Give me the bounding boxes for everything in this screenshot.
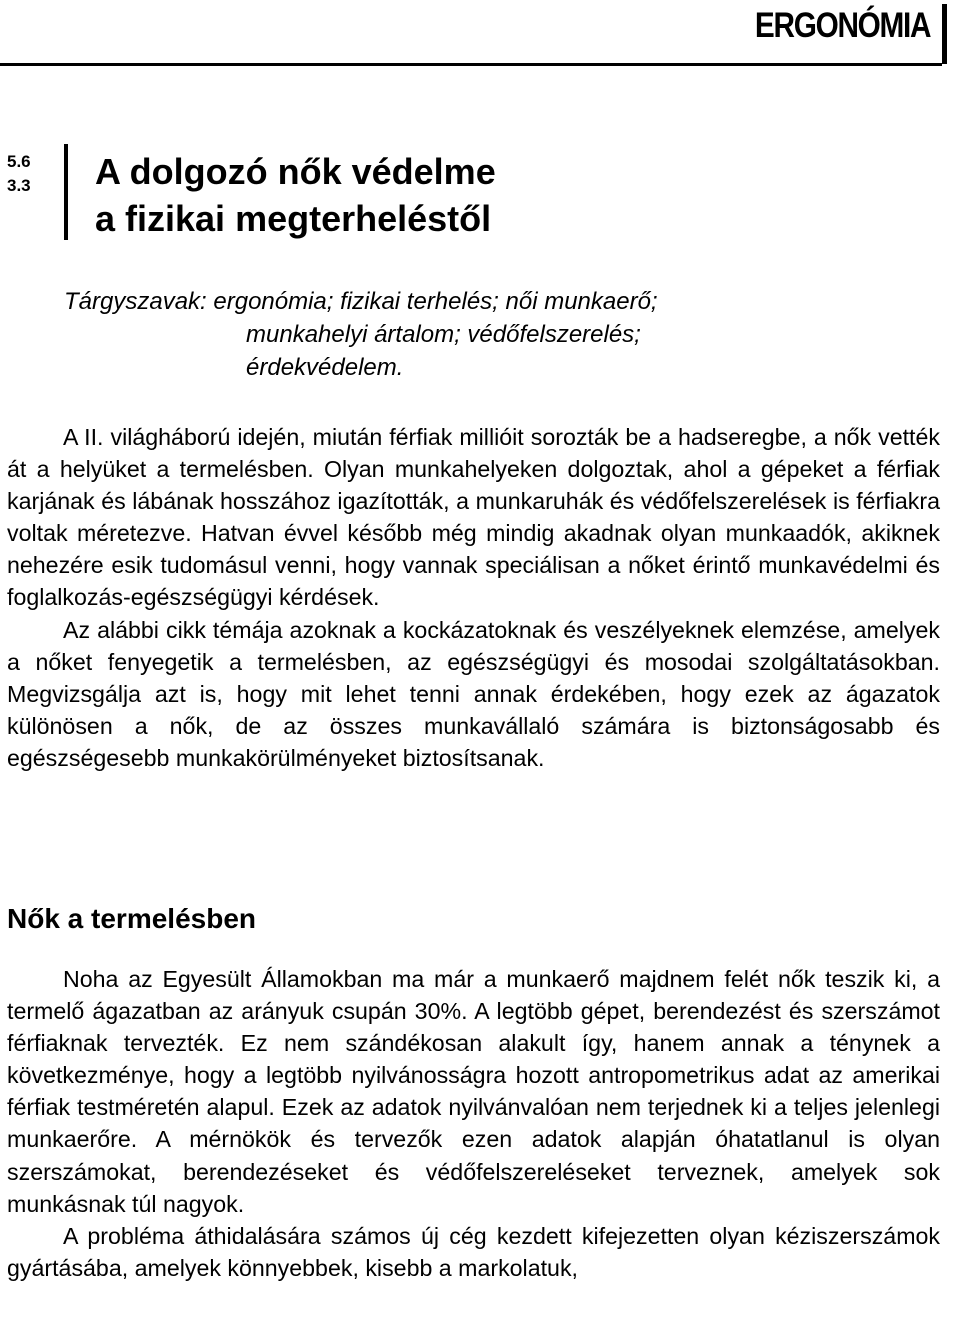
intro-paragraph: Az alábbi cikk témája azoknak a kockázatoknak és veszélyeknek elemzése, amelyek a nőket fenyegetik a termelésben, az egészségügyi és mosodai szolgáltatásokban. Megvizsgálja azt is, hogy mit lehet tenni annak érdekében, hogy ezek az ágazatok különösen a nők, de az összes munkavállaló számára is biztonságosabb és egészségesebb munkakörülményeket biztosítsanak. <box>7 616 940 771</box>
section-number-line2: 3.3 <box>7 176 31 195</box>
body-paragraph: Noha az Egyesült Államokban ma már a munkaerő majdnem felét nők teszik ki, a termelő ágazatban az arányuk csupán 30%. A legtöbb gépet, berendezést és szerszámot férfiaknak tervezték. Ez nem szándékosan alakult így, hanem annak a ténynek a következménye, hogy a legtöbb nyilvánosságra hozott antropometrikus adat az amerikai férfiak testméretén alapul. Ezek az adatok nyilvánvalóan nem terjednek ki a teljes jelenlegi munkaerőre. A mérnökök és tervezők ezen adatok alapján óhatatlanul is olyan szerszámokat, berendezéseket és védőfelszereléseket terveznek, amelyek sok munkásnak túl nagyok. <box>7 966 940 1217</box>
running-header-title: ERGONÓMIA <box>754 6 930 45</box>
section-vertical-bar <box>64 144 68 240</box>
keywords-line2: munkahelyi ártalom; védőfelszerelés; érdekvédelem. <box>246 321 641 381</box>
body-paragraph: A probléma áthidalására számos új cég kezdett kifejezetten olyan kéziszerszámok gyártásába, amelyek könnyebbek, kisebb a markolatuk, <box>7 1222 940 1281</box>
section-number-line1: 5.6 <box>7 152 31 171</box>
header-rule <box>0 63 942 66</box>
subsection-text <box>7 963 940 1284</box>
intro-paragraph: A II. világháború idején, miután férfiak millióit sorozták be a hadseregbe, a nők vették át a helyüket a termelésben. Olyan munkahelyeken dolgoztak, ahol a gépeket a férfiak karjának és lábának hosszához igazították, a munkaruhák és védőfelszerelések is férfiakra voltak méretezve. Hatvan évvel később még mindig akadnak olyan munkaadók, akiknek nehezére esik tudomásul venni, hogy vannak speciálisan a nőket érintő munkavédelmi és foglalkozás-egészségügyi kérdések. <box>7 424 940 611</box>
article-title-line1: A dolgozó nők védelme <box>95 151 496 192</box>
article-title <box>95 148 496 242</box>
article-title-line2: a fizikai megterheléstől <box>95 198 492 239</box>
keywords <box>64 285 764 384</box>
intro-text <box>7 421 940 774</box>
subsection-heading: Nők a termelésben <box>7 903 256 934</box>
keywords-line1: Tárgyszavak: ergonómia; fizikai terhelés; női munkaerő; <box>64 288 658 315</box>
section-number <box>7 150 31 198</box>
header-vertical-bar <box>942 4 947 64</box>
